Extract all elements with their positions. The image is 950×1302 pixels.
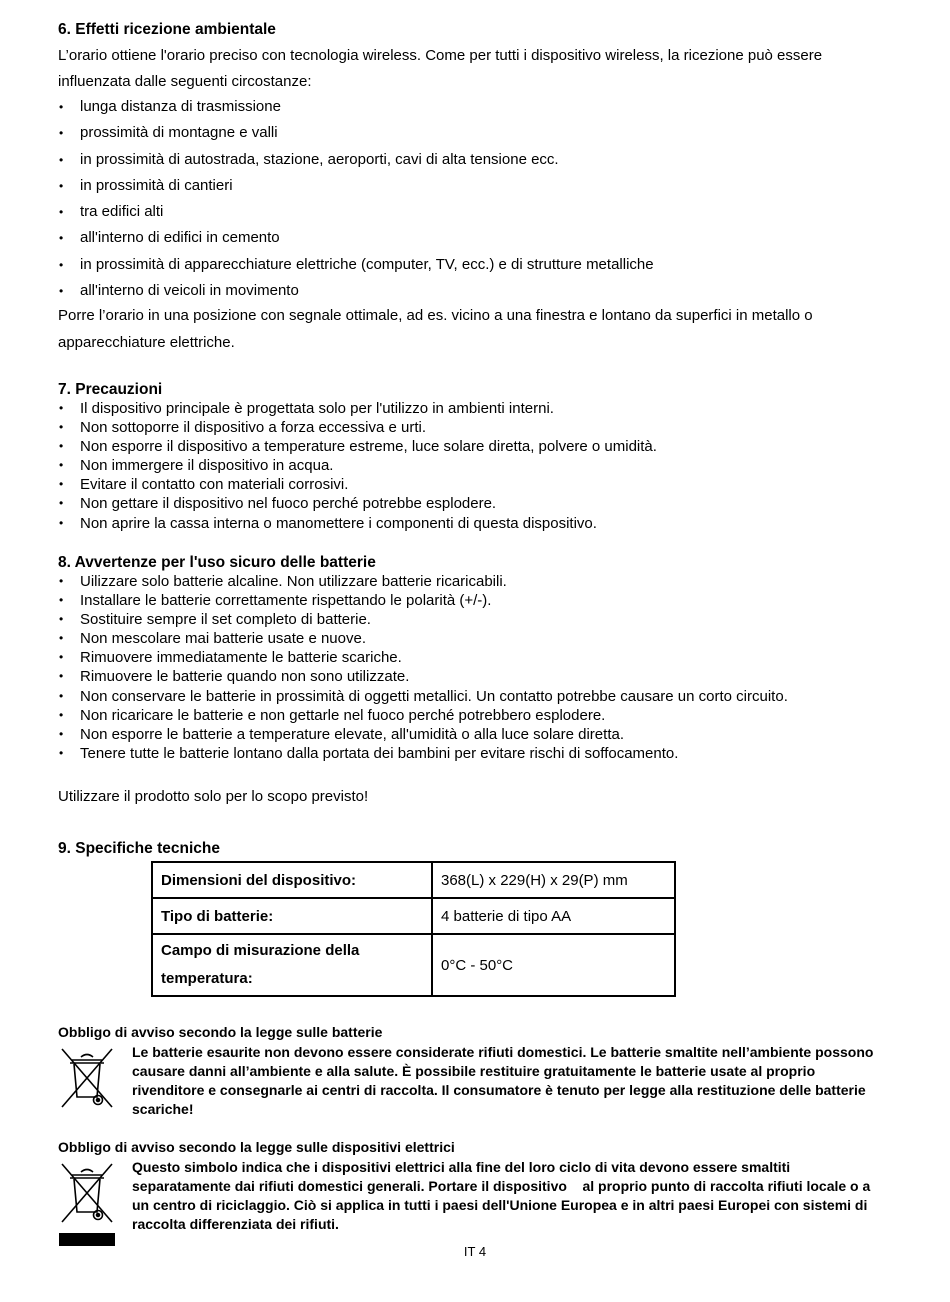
crossed-out-wheelie-bin-icon — [58, 1045, 116, 1111]
intended-use-note: Utilizzare il prodotto solo per lo scopo previsto! — [58, 788, 369, 805]
list-item: • all'interno di veicoli in movimento — [58, 278, 898, 304]
list-item: • Uilizzare solo batterie alcaline. Non utilizzare batterie ricaricabili. — [58, 572, 898, 591]
spec-value: 4 batterie di tipo AA — [432, 898, 675, 934]
table-row — [152, 862, 675, 898]
section-6-outro-line-1: Porre l’orario in una posizione con segnale ottimale, ad es. vicino a una finestra e lontano da superfici in metallo o — [58, 307, 813, 324]
list-item: • Installare le batterie correttamente rispettando le polarità (+/-). — [58, 591, 898, 610]
list-item: • lunga distanza di trasmissione — [58, 94, 898, 120]
list-item: • tra edifici alti — [58, 199, 898, 225]
weee-notice-line-3: un centro di riciclaggio. Ciò si applica in tutti i paesi dell'Unione Europea e in altri paesi Europei con sistemi di — [132, 1197, 868, 1213]
section-7-heading: 7. Precauzioni — [58, 381, 163, 398]
battery-notice-line-2: causare danni all’ambiente e alla salute. È possibile restituire gratuitamente le batterie usate al proprio — [132, 1063, 816, 1079]
list-item: • Non esporre le batterie a temperature elevate, all'umidità o alla luce solare diretta. — [58, 725, 898, 744]
battery-notice-line-3: rivenditore e consegnarle ai centri di raccolta. Il consumatore è tenuto per legge alla restituzione delle batterie — [132, 1082, 866, 1098]
list-item: • in prossimità di apparecchiature elettriche (computer, TV, ecc.) e di strutture metalliche — [58, 252, 898, 278]
table-row — [152, 934, 675, 996]
list-item: • Il dispositivo principale è progettata solo per l'utilizzo in ambienti interni. — [58, 399, 898, 418]
page-number: IT 4 — [463, 1244, 487, 1259]
list-item: • in prossimità di autostrada, stazione, aeroporti, cavi di alta tensione ecc. — [58, 147, 898, 173]
list-item: • Evitare il contatto con materiali corrosivi. — [58, 475, 898, 494]
list-item: • Non sottoporre il dispositivo a forza eccessiva e urti. — [58, 418, 898, 437]
precautions-list — [58, 399, 898, 533]
section-9-heading: 9. Specifiche tecniche — [58, 840, 220, 857]
list-item: • prossimità di montagne e valli — [58, 120, 898, 146]
list-item: • Non aprire la cassa interna o manomettere i componenti di questa dispositivo. — [58, 514, 898, 533]
weee-notice-heading: Obbligo di avviso secondo la legge sulle dispositivi elettrici — [58, 1139, 455, 1155]
spec-key: Tipo di batterie: — [152, 898, 432, 934]
list-item: • Non immergere il dispositivo in acqua. — [58, 456, 898, 475]
list-item: • Rimuovere le batterie quando non sono utilizzate. — [58, 667, 898, 686]
section-6-heading: 6. Effetti ricezione ambientale — [58, 21, 276, 38]
section-6-outro-line-2: apparecchiature elettriche. — [58, 334, 235, 351]
list-item: • Non ricaricare le batterie e non gettarle nel fuoco perché potrebbero esplodere. — [58, 706, 898, 725]
list-item: • in prossimità di cantieri — [58, 173, 898, 199]
battery-notice-line-4: scariche! — [132, 1101, 194, 1117]
list-item: • Non mescolare mai batterie usate e nuove. — [58, 629, 898, 648]
weee-notice-line-4: raccolta differenziata dei rifiuti. — [132, 1216, 339, 1232]
spec-key-line-2: temperatura: — [161, 970, 253, 987]
spec-key: Dimensioni del dispositivo: — [152, 862, 432, 898]
list-item: • all'interno di edifici in cemento — [58, 225, 898, 251]
weee-notice-line-1: Questo simbolo indica che i dispositivi elettrici alla fine del loro ciclo di vita devono essere smaltiti — [132, 1159, 791, 1175]
section-6-intro-line-1: L’orario ottiene l'orario preciso con tecnologia wireless. Come per tutti i dispositivo wireless, la ricezione può essere — [58, 47, 823, 64]
list-item: • Non gettare il dispositivo nel fuoco perché potrebbe esplodere. — [58, 494, 898, 513]
list-item: • Non conservare le batterie in prossimità di oggetti metallici. Un contatto potrebbe causare un corto circuito. — [58, 687, 898, 706]
battery-notice-line-1: Le batterie esaurite non devono essere considerate rifiuti domestici. Le batterie smaltite nell’ambiente possono — [132, 1044, 874, 1060]
spec-value: 0°C - 50°C — [432, 934, 675, 996]
reception-factors-list — [58, 94, 898, 304]
spec-key — [152, 934, 432, 996]
table-row — [152, 898, 675, 934]
list-item: • Sostituire sempre il set completo di batterie. — [58, 610, 898, 629]
list-item: • Rimuovere immediatamente le batterie scariche. — [58, 648, 898, 667]
list-item: • Non esporre il dispositivo a temperature estreme, luce solare diretta, polvere o umidità. — [58, 437, 898, 456]
battery-safety-list — [58, 572, 898, 763]
crossed-out-wheelie-bin-icon — [58, 1160, 116, 1226]
spec-value: 368(L) x 229(H) x 29(P) mm — [432, 862, 675, 898]
weee-notice-line-2: separatamente dai rifiuti domestici generali. Portare il dispositivo al proprio punto di raccolta rifiuti locale o a — [132, 1178, 871, 1194]
battery-notice-heading: Obbligo di avviso secondo la legge sulle batterie — [58, 1024, 383, 1040]
specs-table — [151, 861, 676, 997]
spec-key-line-1: Campo di misurazione della — [161, 942, 360, 959]
section-6-intro-line-2: influenzata dalle seguenti circostanze: — [58, 73, 312, 90]
section-8-heading: 8. Avvertenze per l'uso sicuro delle batterie — [58, 554, 376, 571]
list-item: • Tenere tutte le batterie lontano dalla portata dei bambini per evitare rischi di soffocamento. — [58, 744, 898, 763]
